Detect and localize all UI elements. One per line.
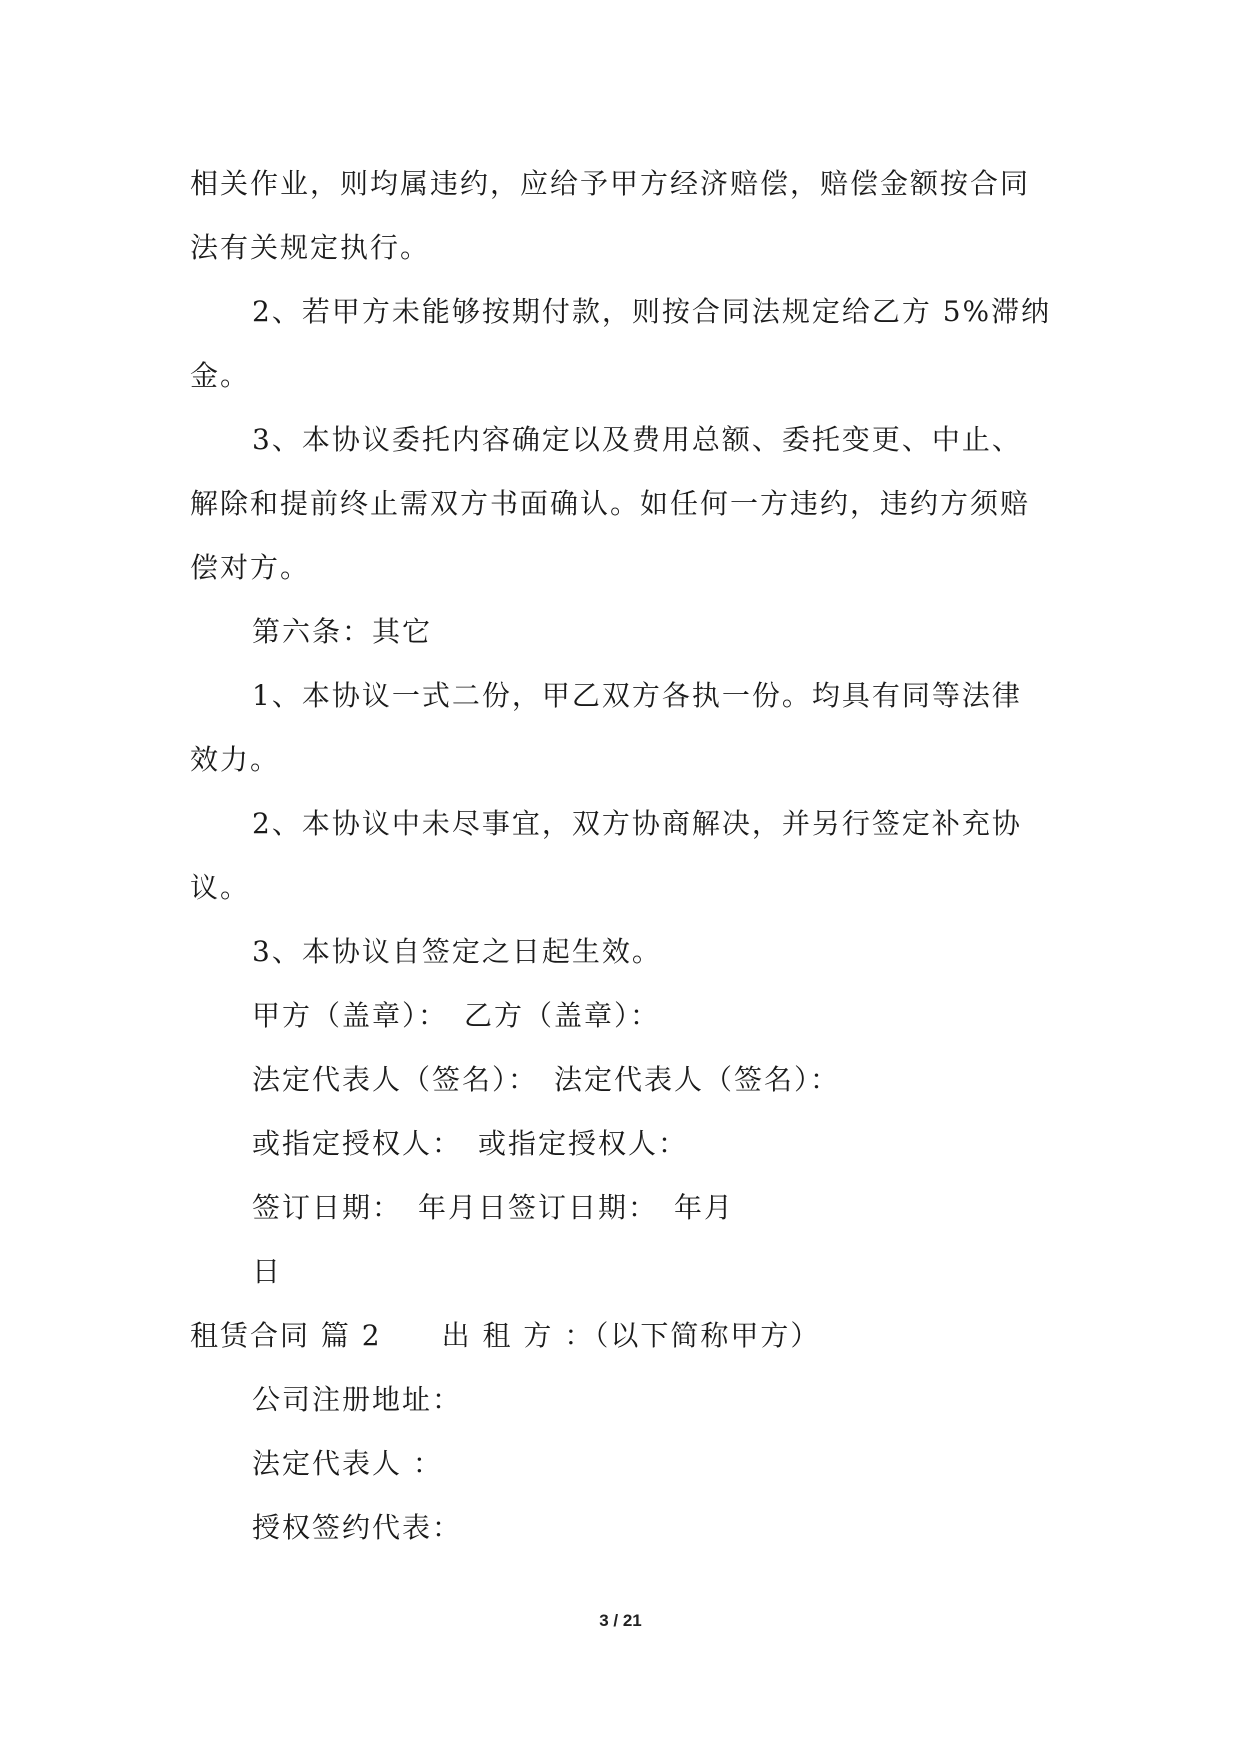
signature-line: 甲方（盖章）： 乙方（盖章）： [252, 999, 661, 1032]
paragraph-line: 2、本协议中未尽事宜，双方协商解决，并另行签定补充协 [252, 807, 1022, 840]
field-line: 法定代表人 ： [252, 1447, 443, 1480]
signature-line: 签订日期： 年月日签订日期： 年月 [252, 1191, 735, 1224]
paragraph-line: 偿对方。 [190, 551, 311, 584]
signature-line: 或指定授权人： 或指定授权人： [252, 1127, 689, 1160]
paragraph-line: 金。 [190, 359, 251, 392]
paragraph-line: 法有关规定执行。 [190, 231, 431, 264]
paragraph-line: 3、本协议委托内容确定以及费用总额、委托变更、中止、 [252, 423, 1022, 456]
paragraph-line: 3、本协议自签定之日起生效。 [252, 935, 662, 968]
field-line: 授权签约代表： [252, 1511, 463, 1544]
paragraph-line: 1、本协议一式二份，甲乙双方各执一份。均具有同等法律 [252, 679, 1022, 712]
field-line: 公司注册地址： [252, 1383, 463, 1416]
signature-line: 日 [252, 1255, 283, 1288]
paragraph-line: 效力。 [190, 743, 281, 776]
paragraph-line: 解除和提前终止需双方书面确认。如任何一方违约，违约方须赔 [190, 487, 1031, 520]
paragraph-line: 2、若甲方未能够按期付款，则按合同法规定给乙方 5%滞纳 [252, 295, 1052, 328]
page-number: 3 / 21 [599, 1611, 642, 1630]
paragraph-line: 议。 [190, 871, 251, 904]
section-heading: 第六条：其它 [252, 615, 433, 648]
signature-line: 法定代表人（签名）： 法定代表人（签名）： [252, 1063, 841, 1096]
contract-title-line: 租赁合同 篇 2 出 租 方 ：（以下简称甲方） [190, 1319, 821, 1352]
paragraph-line: 相关作业，则均属违约，应给予甲方经济赔偿，赔偿金额按合同 [190, 167, 1031, 200]
